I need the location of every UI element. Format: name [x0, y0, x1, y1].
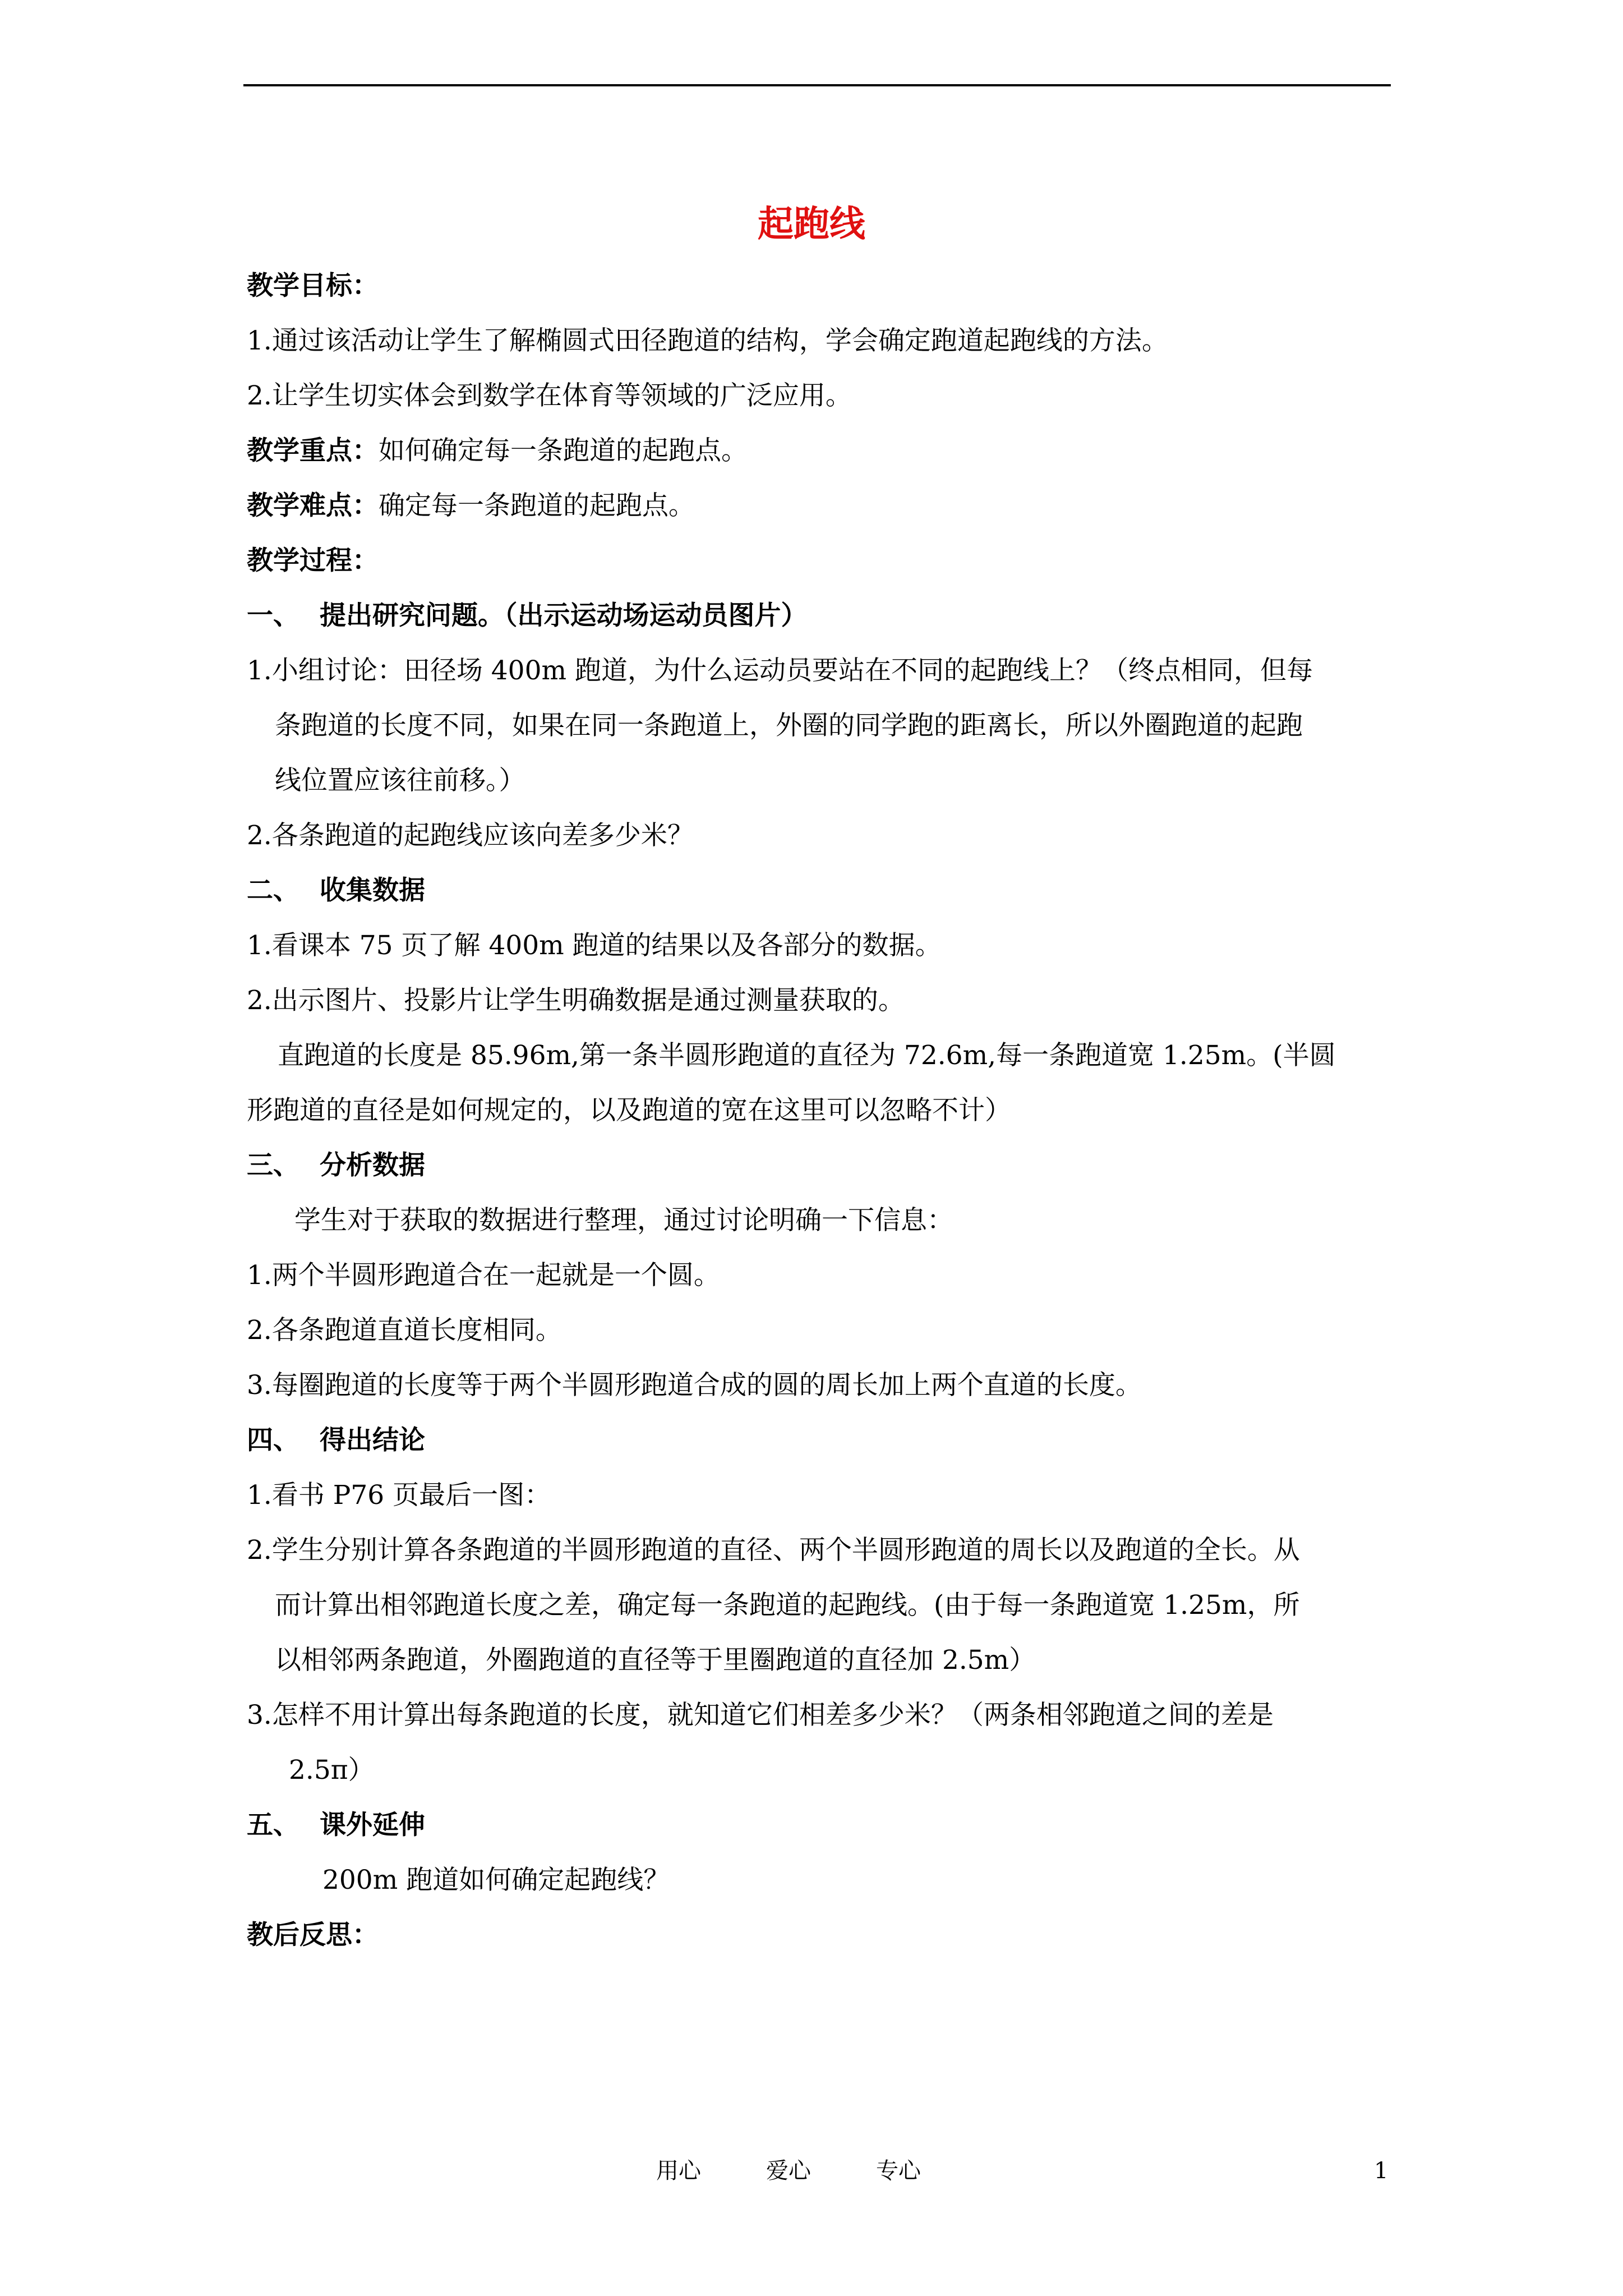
difficulty [247, 489, 695, 523]
section-3-heading [247, 1149, 425, 1182]
section-4-line-4: 以相邻两条跑道，外圈跑道的直径等于里圈跑道的直径加 2.5m） [275, 1645, 1036, 1676]
difficulty-label: 教学难点： [247, 490, 379, 521]
section-4-heading [247, 1424, 425, 1457]
section-3-line-3: 2.各条跑道直道长度相同。 [247, 1315, 562, 1346]
section-3-line-1: 学生对于获取的数据进行整理，通过讨论明确一下信息： [294, 1205, 953, 1236]
section-5-title: 课外延伸 [320, 1810, 425, 1841]
footer-motto-2: 爱心 [766, 2158, 811, 2184]
footer-motto-3: 专心 [876, 2158, 921, 2184]
reflection-label: 教后反思： [247, 1920, 379, 1950]
objectives-label: 教学目标： [247, 270, 379, 301]
section-4-line-5: 3.怎样不用计算出每条跑道的长度，就知道它们相差多少米？（两条相邻跑道之间的差是 [247, 1700, 1274, 1731]
section-4-line-3: 而计算出相邻跑道长度之差，确定每一条跑道的起跑线。(由于每一条跑道宽 1.25m，所 [275, 1590, 1300, 1621]
section-1-line-1: 1.小组讨论：田径场 400m 跑道，为什么运动员要站在不同的起跑线上？（终点相同，但每 [247, 655, 1313, 686]
process-label: 教学过程： [247, 545, 379, 576]
section-5-line-1: 200m 跑道如何确定起跑线？ [322, 1865, 670, 1895]
section-1-heading [247, 599, 808, 633]
section-2-line-3: 直跑道的长度是 85.96m,第一条半圆形跑道的直径为 72.6m,每一条跑道宽 1.25m。(半圆 [278, 1040, 1336, 1071]
section-5-number: 五、 [247, 1810, 299, 1841]
section-2-line-4: 形跑道的直径是如何规定的，以及跑道的宽在这里可以忽略不计） [247, 1095, 1011, 1126]
section-1-line-4: 2.各条跑道的起跑线应该向差多少米？ [247, 820, 694, 851]
objective-item-1: 1.通过该活动让学生了解椭圆式田径跑道的结构，学会确定跑道起跑线的方法。 [247, 325, 1168, 356]
section-4-line-1: 1.看书 P76 页最后一图： [247, 1480, 551, 1511]
section-3-line-2: 1.两个半圆形跑道合在一起就是一个圆。 [247, 1260, 720, 1291]
difficulty-text: 确定每一条跑道的起跑点。 [379, 490, 695, 521]
section-4-line-2: 2.学生分别计算各条跑道的半圆形跑道的直径、两个半圆形跑道的周长以及跑道的全长。从 [247, 1535, 1300, 1566]
key-point-text: 如何确定每一条跑道的起跑点。 [379, 435, 748, 466]
section-1-line-2: 条跑道的长度不同，如果在同一条跑道上，外圈的同学跑的距离长，所以外圈跑道的起跑 [275, 710, 1303, 741]
section-3-line-4: 3.每圈跑道的长度等于两个半圆形跑道合成的圆的周长加上两个直道的长度。 [247, 1370, 1142, 1401]
section-4-line-6: 2.5π） [289, 1755, 375, 1786]
header-rule [243, 84, 1391, 86]
section-4-title: 得出结论 [320, 1425, 425, 1456]
section-5-heading [247, 1809, 425, 1842]
section-2-title: 收集数据 [320, 875, 425, 906]
section-3-title: 分析数据 [320, 1150, 425, 1181]
page-number: 1 [1374, 2158, 1389, 2184]
section-2-heading [247, 874, 425, 908]
section-4-number: 四、 [247, 1425, 299, 1456]
section-1-number: 一、 [247, 600, 299, 631]
page-title: 起跑线 [758, 203, 865, 245]
key-point-label: 教学重点： [247, 435, 379, 466]
footer-motto-1: 用心 [656, 2158, 701, 2184]
section-1-line-3: 线位置应该往前移。） [275, 765, 525, 796]
section-3-number: 三、 [247, 1150, 299, 1181]
section-2-line-2: 2.出示图片、投影片让学生明确数据是通过测量获取的。 [247, 985, 905, 1016]
section-1-title: 提出研究问题。（出示运动场运动员图片） [320, 600, 808, 631]
objective-item-2: 2.让学生切实体会到数学在体育等领域的广泛应用。 [247, 380, 852, 411]
section-2-line-1: 1.看课本 75 页了解 400m 跑道的结果以及各部分的数据。 [247, 930, 942, 961]
section-2-number: 二、 [247, 875, 299, 906]
key-point [247, 434, 748, 468]
